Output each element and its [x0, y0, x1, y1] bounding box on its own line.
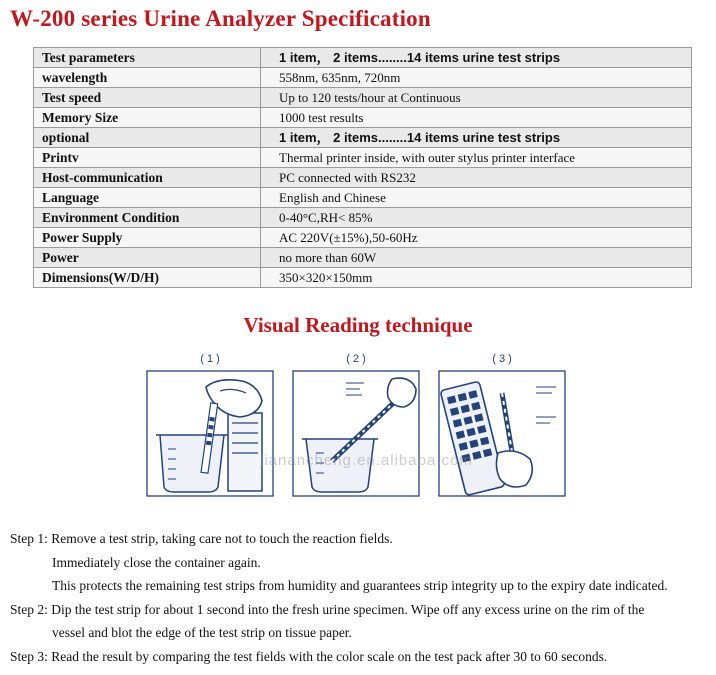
spec-value: no more than 60W	[261, 248, 692, 268]
figure-step-1	[146, 353, 274, 497]
spec-param: Dimensions(W/D/H)	[34, 268, 261, 288]
spec-value: 1 item， 2 items........14 items urine test strips	[261, 128, 692, 148]
spec-value: 350×320×150mm	[261, 268, 692, 288]
spec-param: Test parameters	[34, 48, 261, 68]
page-title: W-200 series Urine Analyzer Specification	[10, 6, 431, 31]
spec-row	[34, 68, 692, 88]
dip-strip-illustration	[292, 357, 420, 497]
figure-3-label: ( 3 )	[492, 353, 512, 365]
step-1-line-3: This protects the remaining test strips from humidity and guarantees strip integrity up to the expiry date indicated.	[52, 578, 668, 593]
spec-value: 558nm, 635nm, 720nm	[261, 68, 692, 88]
spec-value: AC 220V(±15%),50-60Hz	[261, 228, 692, 248]
spec-row	[34, 128, 692, 148]
spec-param: Power	[34, 248, 261, 268]
step-2-line-2: vessel and blot the edge of the test strip on tissue paper.	[52, 625, 352, 640]
spec-row	[34, 248, 692, 268]
spec-table	[33, 47, 692, 288]
figure-step-2	[292, 353, 420, 497]
spec-value: PC connected with RS232	[261, 168, 692, 188]
spec-param: Environment Condition	[34, 208, 261, 228]
visual-reading-title: Visual Reading technique	[243, 313, 473, 337]
spec-value: English and Chinese	[261, 188, 692, 208]
compare-color-scale-illustration	[438, 357, 566, 497]
spec-row	[34, 188, 692, 208]
spec-param: Language	[34, 188, 261, 208]
spec-row	[34, 208, 692, 228]
spec-value: 0-40°C,RH< 85%	[261, 208, 692, 228]
spec-value: 1 item， 2 items........14 items urine test strips	[261, 48, 692, 68]
spec-value: Thermal printer inside, with outer stylus printer interface	[261, 148, 692, 168]
spec-row	[34, 108, 692, 128]
remove-strip-illustration	[146, 357, 274, 497]
spec-row	[34, 168, 692, 188]
watermark: jianancheng.en.alibaba.com	[260, 452, 473, 469]
spec-param: Test speed	[34, 88, 261, 108]
spec-value: 1000 test results	[261, 108, 692, 128]
spec-row	[34, 268, 692, 288]
spec-param: Memory Size	[34, 108, 261, 128]
spec-row	[34, 48, 692, 68]
instructions	[10, 527, 710, 668]
figure-step-3	[438, 353, 566, 497]
spec-value: Up to 120 tests/hour at Continuous	[261, 88, 692, 108]
figure-1-label: ( 1 )	[200, 353, 220, 365]
spec-param: optional	[34, 128, 261, 148]
spec-row	[34, 88, 692, 108]
spec-param: wavelength	[34, 68, 261, 88]
step-1-line-2: Immediately close the container again.	[52, 554, 261, 570]
step-1-line-1: Step 1: Remove a test strip, taking care not to touch the reaction fields.	[10, 531, 393, 546]
figure-2-label: ( 2 )	[346, 353, 366, 365]
spec-row	[34, 148, 692, 168]
step-2-line-1: Step 2: Dip the test strip for about 1 second into the fresh urine specimen. Wipe off any excess urine on the rim of the	[10, 601, 645, 617]
spec-param: Host-communication	[34, 168, 261, 188]
spec-row	[34, 228, 692, 248]
spec-param: Power Supply	[34, 228, 261, 248]
step-3-line-1: Step 3: Read the result by comparing the test fields with the color scale on the test pack after 30 to 60 seconds.	[10, 648, 608, 664]
spec-param: Printv	[34, 148, 261, 168]
